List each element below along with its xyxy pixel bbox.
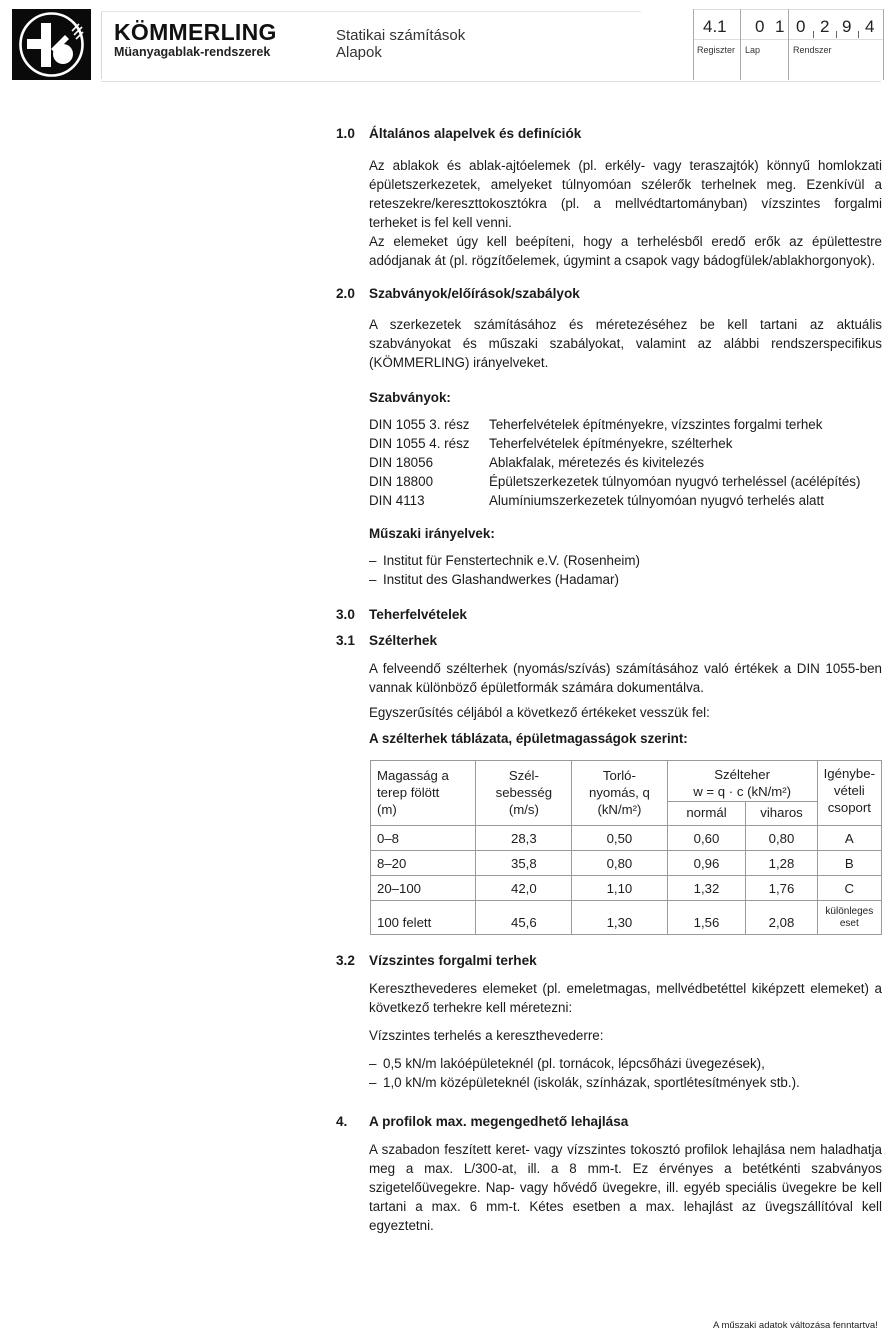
cell-pressure: 1,30	[572, 901, 667, 935]
register-value: 4.1	[703, 17, 727, 36]
standard-item	[369, 453, 882, 472]
standards-heading: Szabványok:	[369, 390, 451, 405]
standard-description: Alumíniumszerkezetek túlnyomóan nyugvó terhelés alatt	[489, 493, 824, 508]
header-line: Torló-	[602, 768, 636, 783]
guideline-text: Institut für Fenstertechnik e.V. (Rosenheim)	[383, 553, 641, 568]
load-list	[369, 1054, 882, 1092]
cell-storm: 1,28	[746, 851, 817, 876]
standard-code: DIN 4113	[369, 493, 425, 508]
system-digit: 0	[796, 17, 806, 36]
cell-normal: 1,56	[667, 901, 746, 935]
system-digit: 4	[865, 17, 875, 36]
section-title: Szélterhek	[369, 633, 438, 648]
guideline-item	[369, 570, 882, 589]
cell-normal: 0,60	[667, 826, 746, 851]
cell-speed: 28,3	[476, 826, 572, 851]
section-number: 4.	[336, 1114, 348, 1129]
col-header-group	[817, 761, 881, 826]
col-header-normal: normál	[667, 802, 746, 826]
page-digit: 1	[775, 17, 785, 36]
document-title: Statikai számítások	[336, 27, 466, 44]
dash-bullet-icon: –	[369, 572, 377, 587]
col-header-windload	[667, 761, 817, 802]
table-row	[371, 876, 882, 901]
register-box-divider	[740, 9, 741, 80]
header-line: Magasság a	[377, 768, 449, 783]
cell-speed: 42,0	[476, 876, 572, 901]
paragraph: Az elemeket úgy kell beépíteni, hogy a terhelésből eredő erők az épülettestre adódjanak át (pl. rögzítőelemek, úgymint a csapok vagy bádogfülek/ablakhorgonyok).	[369, 234, 882, 268]
guidelines-heading: Műszaki irányelvek:	[369, 526, 495, 541]
col-header-height	[371, 761, 476, 826]
header-line: csoport	[827, 800, 871, 815]
section-heading-4	[336, 1112, 884, 1132]
header-line: terep fölött	[377, 785, 440, 800]
page-label: Lap	[745, 45, 761, 55]
kommerling-logo-icon	[12, 9, 91, 80]
standard-code: DIN 18800	[369, 474, 434, 489]
load-item	[369, 1073, 882, 1092]
table-header-row	[371, 761, 882, 802]
table-row	[371, 901, 882, 935]
standard-code: DIN 1055 4. rész	[369, 436, 470, 451]
table-title: A szélterhek táblázata, épületmagasságok szerint:	[369, 731, 688, 746]
cell-group: különleges eset	[817, 901, 881, 935]
header-line: nyomás, q	[588, 785, 650, 800]
section-heading-1	[336, 124, 884, 144]
load-text: 0,5 kN/m lakóépületeknél (pl. tornácok, lépcsőházi üvegezések),	[383, 1056, 765, 1071]
cell-height: 20–100	[371, 876, 476, 901]
guidelines-list	[369, 551, 882, 589]
paragraph: Vízszintes terhelés a kereszthevederre:	[369, 1028, 604, 1043]
section-number: 3.1	[336, 633, 355, 648]
system-digit: 9	[842, 17, 852, 36]
dash-bullet-icon: –	[369, 1075, 377, 1090]
header-line: (m/s)	[508, 802, 539, 817]
register-box-divider	[693, 9, 694, 80]
paragraph: Kereszthevederes elemeket (pl. emeletmagas, mellvédbetéttel kiképzett elemeket) a következő terhekre kell méretezni:	[369, 981, 882, 1015]
standard-description: Ablakfalak, méretezés és kivitelezés	[489, 455, 705, 470]
standard-item	[369, 491, 882, 510]
section-number: 1.0	[336, 126, 355, 141]
header-line: (kN/m²)	[597, 802, 642, 817]
paragraph: Egyszerűsítés céljából a következő értékeket vesszük fel:	[369, 705, 710, 720]
cell-height: 8–20	[371, 851, 476, 876]
cell-speed: 35,8	[476, 851, 572, 876]
paragraph: A szerkezetek számításához és méretezéséhez be kell tartani az aktuális szabványokat és műszaki szabályokat, valamint az alábbi rendszerspecifikus (KÖMMERLING) irányelveket.	[369, 317, 882, 370]
load-item	[369, 1054, 882, 1073]
header-divider	[101, 11, 102, 79]
standard-description: Teherfelvételek építményekre, vízszintes forgalmi terhek	[489, 417, 823, 432]
system-digit: 2	[820, 17, 830, 36]
section-heading-3-1	[336, 631, 884, 651]
header-bottom-rule	[101, 81, 881, 82]
standard-item	[369, 472, 882, 491]
digit-tick	[813, 31, 814, 38]
section-title: Általános alapelvek és definíciók	[369, 126, 582, 141]
digit-tick	[836, 31, 837, 38]
section-number: 3.0	[336, 607, 355, 622]
digit-tick	[858, 31, 859, 38]
col-header-pressure	[572, 761, 667, 826]
cell-storm: 2,08	[746, 901, 817, 935]
document-body	[336, 120, 884, 1235]
section-title: Szabványok/előírások/szabályok	[369, 286, 580, 301]
cell-height: 0–8	[371, 826, 476, 851]
register-label: Regiszter	[697, 45, 736, 55]
paragraph: A szabadon feszített keret- vagy vízszintes tokosztó profilok lehajlása nem haladhatja meg a max. L/300-at, ill. a 8 mm-t. Ez érvényes a betétkénti szabványos szigetelőüvegekre. Nap- vagy hővédő üvegekre, ill. egyéb speciális üvegekre be kell tartani a max. 6 mm-t. Kétes esetben a max. lehajlást az üvegszállítóval kell egyeztetni.	[369, 1142, 882, 1233]
table-row	[371, 826, 882, 851]
section-title: A profilok max. megengedhető lehajlása	[369, 1114, 629, 1129]
cell-group: A	[817, 826, 881, 851]
brand-name: KÖMMERLING	[114, 19, 277, 45]
load-text: 1,0 kN/m középületeknél (iskolák, színházak, sportlétesítmények stb.).	[383, 1075, 800, 1090]
standard-item	[369, 415, 882, 434]
register-box	[693, 9, 883, 79]
guideline-item	[369, 551, 882, 570]
header-line: (m)	[377, 802, 397, 817]
header-line: w = q · c (kN/m²)	[693, 784, 792, 799]
dash-bullet-icon: –	[369, 1056, 377, 1071]
section-heading-3	[336, 605, 884, 625]
page-digit: 0	[755, 17, 765, 36]
col-header-storm: viharos	[746, 802, 817, 826]
cell-pressure: 1,10	[572, 876, 667, 901]
brand-subtitle: Müanyagablak-rendszerek	[114, 45, 271, 59]
cell-group: B	[817, 851, 881, 876]
section-number: 3.2	[336, 953, 355, 968]
system-label: Rendszer	[793, 45, 832, 55]
cell-pressure: 0,80	[572, 851, 667, 876]
cell-storm: 0,80	[746, 826, 817, 851]
section-number: 2.0	[336, 286, 355, 301]
footer-note: A műszaki adatok változása fenntartva!	[713, 1320, 878, 1331]
standard-code: DIN 1055 3. rész	[369, 417, 470, 432]
section-title: Teherfelvételek	[369, 607, 467, 622]
standard-code: DIN 18056	[369, 455, 434, 470]
wind-load-table	[370, 760, 882, 935]
guideline-text: Institut des Glashandwerkes (Hadamar)	[383, 572, 619, 587]
cell-storm: 1,76	[746, 876, 817, 901]
register-box-divider	[883, 9, 884, 80]
section-heading-3-2	[336, 951, 884, 971]
dash-bullet-icon: –	[369, 553, 377, 568]
cell-group: C	[817, 876, 881, 901]
cell-normal: 1,32	[667, 876, 746, 901]
paragraph: A felveendő szélterhek (nyomás/szívás) számításához való értékek a DIN 1055-ben vannak különböző épületformák számára dokumentálva.	[369, 661, 882, 695]
document-subtitle: Alapok	[336, 44, 382, 61]
register-box-divider	[788, 9, 789, 80]
header-line: Szél-	[508, 768, 539, 783]
standard-description: Teherfelvételek építményekre, szélterhek	[489, 436, 733, 451]
cell-normal: 0,96	[667, 851, 746, 876]
standard-description: Épületszerkezetek túlnyomóan nyugvó terheléssel (acélépítés)	[489, 474, 861, 489]
header-line: vételi	[833, 783, 865, 798]
header-top-rule	[101, 11, 641, 12]
section-title: Vízszintes forgalmi terhek	[369, 953, 537, 968]
standard-item	[369, 434, 882, 453]
table-row	[371, 851, 882, 876]
standards-list	[369, 415, 882, 510]
section-heading-2	[336, 284, 884, 304]
header-line: Igénybe-	[823, 766, 875, 781]
paragraph: Az ablakok és ablak-ajtóelemek (pl. erkély- vagy teraszajtók) könnyű homlokzati épületszerkezetek, amelyeket túlnyomóan szélerők terhelnek meg. Ezenkívül a reteszekre/kereszttokosztókra (pl. a mellvédtartományban) vízszintes forgalmi terheket is fel kell venni.	[369, 158, 882, 230]
cell-pressure: 0,50	[572, 826, 667, 851]
col-header-speed	[476, 761, 572, 826]
cell-height: 100 felett	[371, 901, 476, 935]
header-line: Szélteher	[714, 767, 770, 782]
header-line: sebesség	[495, 785, 553, 800]
cell-speed: 45,6	[476, 901, 572, 935]
